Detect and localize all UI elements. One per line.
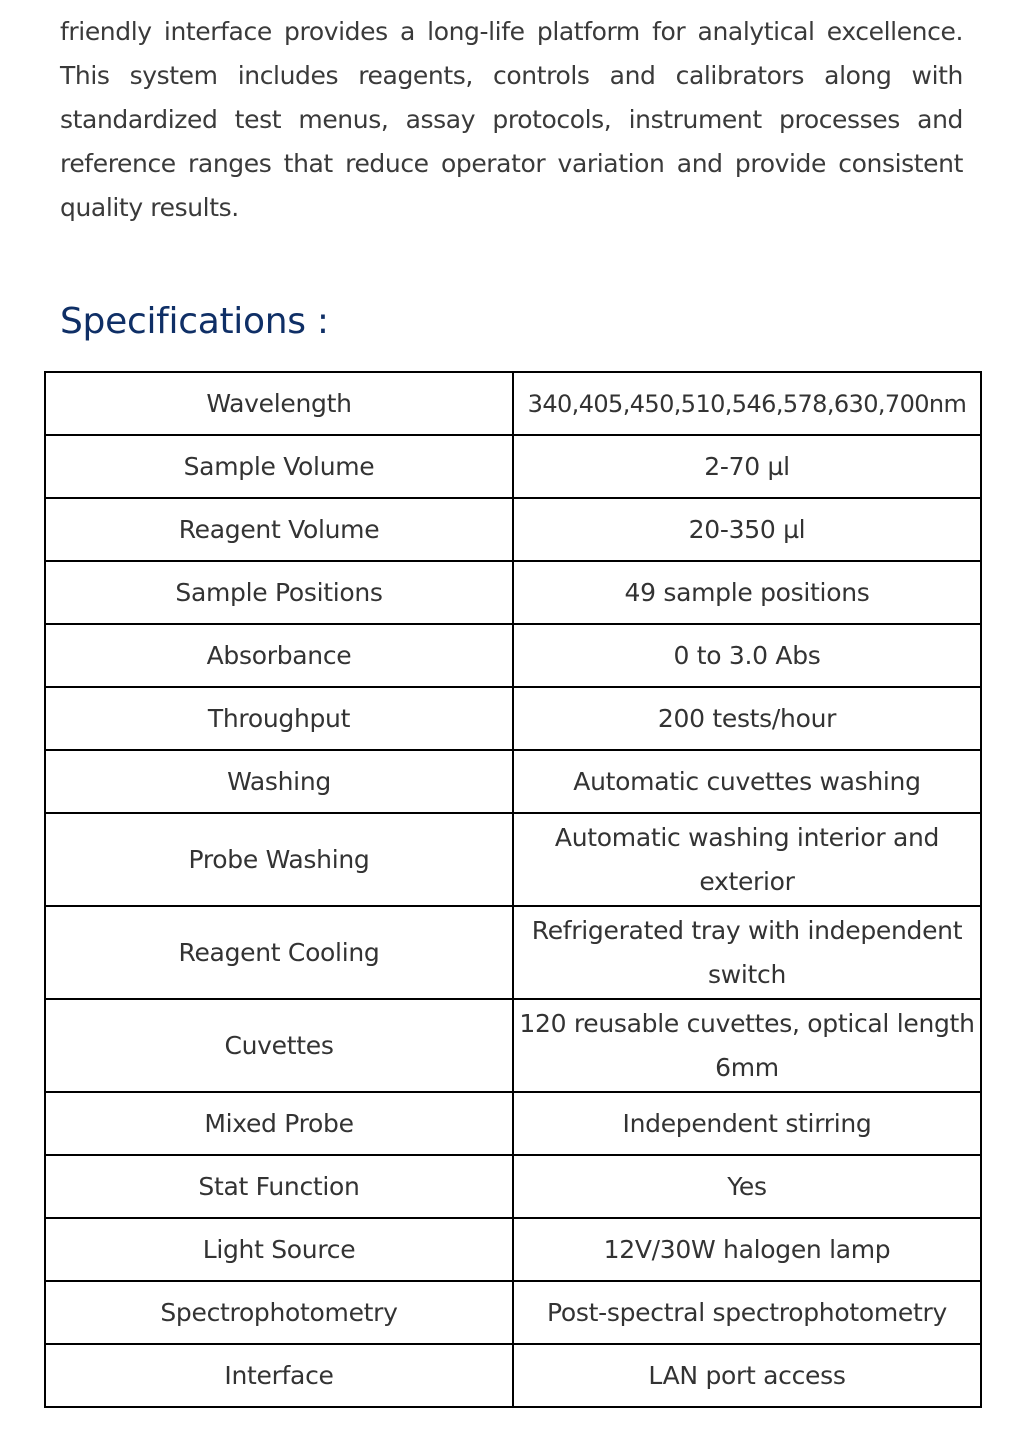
- spec-label: Washing: [45, 750, 513, 813]
- spec-value: Automatic cuvettes washing: [513, 750, 981, 813]
- intro-line: friendly interface provides a long-life platform for analytical excellence.: [60, 17, 963, 46]
- table-row: [45, 435, 981, 498]
- spec-value: 0 to 3.0 Abs: [513, 624, 981, 687]
- table-row: [45, 750, 981, 813]
- intro-paragraph: [60, 10, 963, 230]
- table-row: [45, 561, 981, 624]
- spec-label: Reagent Cooling: [45, 906, 513, 999]
- spec-label: Absorbance: [45, 624, 513, 687]
- spec-value: Automatic washing interior and exterior: [513, 813, 981, 906]
- spec-label: Reagent Volume: [45, 498, 513, 561]
- spec-value: 49 sample positions: [513, 561, 981, 624]
- spec-value: LAN port access: [513, 1344, 981, 1407]
- spec-value: 12V/30W halogen lamp: [513, 1218, 981, 1281]
- spec-value: Independent stirring: [513, 1092, 981, 1155]
- table-row: [45, 906, 981, 999]
- intro-line: This system includes reagents, controls and calibrators along with: [60, 61, 963, 90]
- table-row: [45, 1344, 981, 1407]
- specifications-heading: Specifications :: [60, 301, 329, 342]
- table-row: [45, 999, 981, 1092]
- spec-value: 340,405,450,510,546,578,630,700nm: [513, 372, 981, 435]
- table-row: [45, 1155, 981, 1218]
- spec-label: Light Source: [45, 1218, 513, 1281]
- table-row: [45, 1281, 981, 1344]
- intro-line: reference ranges that reduce operator variation and provide consistent: [60, 149, 963, 178]
- spec-value: 120 reusable cuvettes, optical length 6mm: [513, 999, 981, 1092]
- spec-label: Wavelength: [45, 372, 513, 435]
- spec-value: Refrigerated tray with independent switch: [513, 906, 981, 999]
- table-row: [45, 1092, 981, 1155]
- spec-value: Yes: [513, 1155, 981, 1218]
- table-row: [45, 372, 981, 435]
- spec-label: Probe Washing: [45, 813, 513, 906]
- specifications-table: [44, 371, 982, 1408]
- spec-label: Throughput: [45, 687, 513, 750]
- spec-label: Cuvettes: [45, 999, 513, 1092]
- table-row: [45, 813, 981, 906]
- spec-label: Spectrophotometry: [45, 1281, 513, 1344]
- table-row: [45, 1218, 981, 1281]
- spec-label: Sample Positions: [45, 561, 513, 624]
- spec-label: Mixed Probe: [45, 1092, 513, 1155]
- spec-label: Sample Volume: [45, 435, 513, 498]
- table-row: [45, 498, 981, 561]
- table-row: [45, 687, 981, 750]
- spec-value: 2-70 µl: [513, 435, 981, 498]
- table-row: [45, 624, 981, 687]
- spec-value: 200 tests/hour: [513, 687, 981, 750]
- intro-line: standardized test menus, assay protocols, instrument processes and: [60, 105, 963, 134]
- intro-line: quality results.: [60, 193, 239, 222]
- spec-label: Interface: [45, 1344, 513, 1407]
- spec-value: Post-spectral spectrophotometry: [513, 1281, 981, 1344]
- spec-value: 20-350 µl: [513, 498, 981, 561]
- spec-label: Stat Function: [45, 1155, 513, 1218]
